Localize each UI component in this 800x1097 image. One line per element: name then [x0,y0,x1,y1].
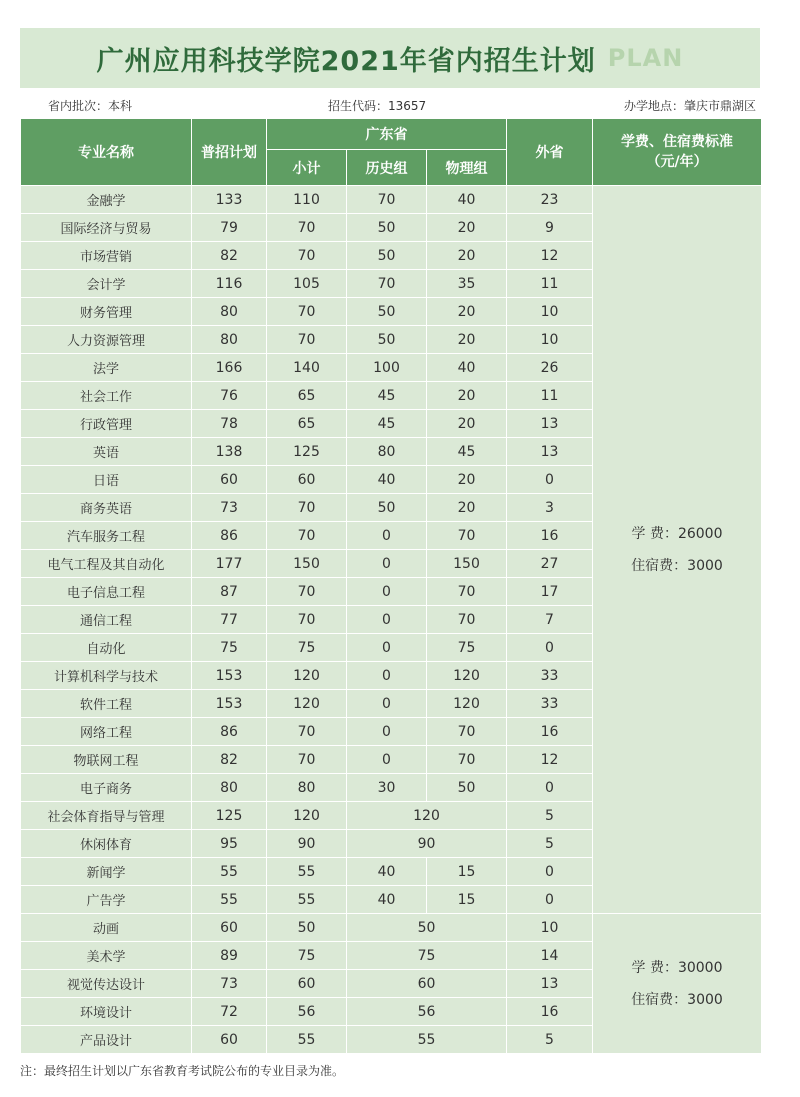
table-cell: 20 [427,242,507,270]
table-cell: 20 [427,410,507,438]
table-cell: 65 [267,382,347,410]
header-subtotal: 小计 [267,150,347,186]
table-cell: 9 [507,214,593,242]
table-cell: 80 [192,774,267,802]
table-cell: 120 [347,802,507,830]
header-guangdong: 广东省 [267,119,507,150]
table-cell: 80 [192,326,267,354]
table-cell: 70 [267,606,347,634]
title-banner [20,28,760,88]
table-cell: 20 [427,326,507,354]
major-name: 社会工作 [21,382,192,410]
table-cell: 70 [427,578,507,606]
page-title: 广州应用科技学院2021年省内招生计划 [96,45,596,77]
table-cell: 140 [267,354,347,382]
table-cell: 0 [347,662,427,690]
table-cell: 75 [347,942,507,970]
table-cell: 70 [347,186,427,214]
table-cell: 10 [507,326,593,354]
table-cell: 0 [507,886,593,914]
table-cell: 116 [192,270,267,298]
table-cell: 80 [192,298,267,326]
table-cell: 16 [507,718,593,746]
major-name: 视觉传达设计 [21,970,192,998]
table-cell: 70 [267,718,347,746]
table-cell: 80 [347,438,427,466]
table-cell: 10 [507,914,593,942]
table-cell: 20 [427,382,507,410]
major-name: 软件工程 [21,690,192,718]
major-name: 法学 [21,354,192,382]
major-name: 通信工程 [21,606,192,634]
major-name: 电气工程及其自动化 [21,550,192,578]
major-name: 日语 [21,466,192,494]
batch-label: 省内批次：本科 [48,99,133,113]
header-history: 历史组 [347,150,427,186]
table-cell: 133 [192,186,267,214]
table-cell: 75 [192,634,267,662]
footnote: 注：最终招生计划以广东省教育考试院公布的专业目录为准。 [20,1064,345,1078]
table-cell: 40 [347,886,427,914]
major-name: 新闻学 [21,858,192,886]
table-cell: 5 [507,830,593,858]
table-cell: 75 [427,634,507,662]
table-cell: 12 [507,746,593,774]
major-name: 汽车服务工程 [21,522,192,550]
table-cell: 77 [192,606,267,634]
fee-cell [593,914,762,1054]
table-cell: 86 [192,522,267,550]
table-cell: 177 [192,550,267,578]
table-cell: 79 [192,214,267,242]
plan-tag: PLAN [607,44,684,72]
table-cell: 27 [507,550,593,578]
table-cell: 70 [267,326,347,354]
table-cell: 3 [507,494,593,522]
table-cell: 0 [347,634,427,662]
table-cell: 50 [347,242,427,270]
table-cell: 11 [507,382,593,410]
table-cell: 20 [427,298,507,326]
major-name: 社会体育指导与管理 [21,802,192,830]
table-cell: 0 [347,690,427,718]
major-name: 产品设计 [21,1026,192,1054]
table-cell: 56 [267,998,347,1026]
table-cell: 55 [192,886,267,914]
table-cell: 70 [267,578,347,606]
table-cell: 70 [267,298,347,326]
table-cell: 120 [267,690,347,718]
table-body [21,186,762,1054]
table-cell: 90 [267,830,347,858]
header-physics: 物理组 [427,150,507,186]
table-cell: 0 [347,550,427,578]
table-cell: 110 [267,186,347,214]
table-cell: 125 [192,802,267,830]
table-cell: 60 [192,914,267,942]
major-name: 金融学 [21,186,192,214]
table-cell: 50 [347,214,427,242]
header-major: 专业名称 [21,119,192,186]
table-cell: 0 [347,718,427,746]
table-cell: 13 [507,970,593,998]
table-cell: 150 [427,550,507,578]
table-cell: 17 [507,578,593,606]
table-cell: 20 [427,214,507,242]
major-name: 环境设计 [21,998,192,1026]
fee-cell [593,186,762,914]
major-name: 自动化 [21,634,192,662]
table-cell: 73 [192,494,267,522]
table-cell: 14 [507,942,593,970]
table-cell: 40 [427,186,507,214]
table-cell: 82 [192,746,267,774]
table-cell: 0 [347,578,427,606]
major-name: 市场营销 [21,242,192,270]
code-label: 招生代码：13657 [328,99,427,113]
table-cell: 40 [347,858,427,886]
table-cell: 50 [347,326,427,354]
table-cell: 120 [427,690,507,718]
header-general: 普招计划 [192,119,267,186]
table-cell: 76 [192,382,267,410]
table-cell: 153 [192,690,267,718]
table-cell: 70 [427,522,507,550]
table-cell: 33 [507,690,593,718]
table-cell: 16 [507,522,593,550]
table-cell: 70 [267,242,347,270]
table-cell: 0 [347,522,427,550]
table-cell: 40 [347,466,427,494]
table-cell: 120 [267,802,347,830]
table-cell: 125 [267,438,347,466]
table-row [21,186,762,214]
table-cell: 70 [267,746,347,774]
table-cell: 65 [267,410,347,438]
table-cell: 60 [347,970,507,998]
table-cell: 13 [507,438,593,466]
table-cell: 60 [192,1026,267,1054]
table-cell: 0 [347,746,427,774]
table-cell: 153 [192,662,267,690]
table-row [21,914,762,942]
table-cell: 10 [507,298,593,326]
table-cell: 150 [267,550,347,578]
table-cell: 55 [267,1026,347,1054]
table-cell: 120 [267,662,347,690]
table-cell: 40 [427,354,507,382]
table-cell: 72 [192,998,267,1026]
table-cell: 16 [507,998,593,1026]
header-fee: 学费、住宿费标准（元/年） [593,119,762,186]
major-name: 商务英语 [21,494,192,522]
table-cell: 50 [267,914,347,942]
major-name: 电子商务 [21,774,192,802]
table-cell: 105 [267,270,347,298]
table-cell: 78 [192,410,267,438]
table-cell: 5 [507,1026,593,1054]
table-cell: 20 [427,494,507,522]
table-cell: 50 [347,494,427,522]
table-cell: 45 [427,438,507,466]
lodging-fee: 住宿费：3000 [631,557,723,574]
enrollment-table [20,118,762,1054]
table-cell: 50 [427,774,507,802]
header-other: 外省 [507,119,593,186]
major-name: 电子信息工程 [21,578,192,606]
table-cell: 73 [192,970,267,998]
table-cell: 50 [347,914,507,942]
table-cell: 90 [347,830,507,858]
table-cell: 120 [427,662,507,690]
table-cell: 70 [347,270,427,298]
table-cell: 166 [192,354,267,382]
table-cell: 50 [347,298,427,326]
major-name: 休闲体育 [21,830,192,858]
lodging-fee: 住宿费：3000 [631,991,723,1008]
major-name: 行政管理 [21,410,192,438]
table-cell: 23 [507,186,593,214]
table-cell: 0 [507,634,593,662]
table-cell: 12 [507,242,593,270]
location-label: 办学地点：肇庆市鼎湖区 [623,99,756,113]
table-cell: 55 [192,858,267,886]
table-cell: 5 [507,802,593,830]
table-cell: 75 [267,634,347,662]
major-name: 人力资源管理 [21,326,192,354]
table-cell: 35 [427,270,507,298]
table-cell: 15 [427,858,507,886]
table-cell: 20 [427,466,507,494]
table-cell: 0 [347,606,427,634]
table-cell: 13 [507,410,593,438]
table-cell: 80 [267,774,347,802]
table-cell: 11 [507,270,593,298]
table-cell: 70 [427,718,507,746]
table-cell: 100 [347,354,427,382]
table-cell: 55 [267,886,347,914]
major-name: 广告学 [21,886,192,914]
table-cell: 7 [507,606,593,634]
table-cell: 56 [347,998,507,1026]
table-cell: 55 [267,858,347,886]
table-cell: 70 [427,746,507,774]
table-cell: 60 [192,466,267,494]
major-name: 会计学 [21,270,192,298]
table-cell: 75 [267,942,347,970]
table-cell: 60 [267,466,347,494]
info-bar [20,95,760,115]
major-name: 计算机科学与技术 [21,662,192,690]
table-cell: 0 [507,774,593,802]
table-cell: 70 [267,214,347,242]
major-name: 国际经济与贸易 [21,214,192,242]
table-cell: 33 [507,662,593,690]
table-cell: 89 [192,942,267,970]
table-cell: 87 [192,578,267,606]
major-name: 财务管理 [21,298,192,326]
table-cell: 70 [427,606,507,634]
table-cell: 0 [507,858,593,886]
table-cell: 26 [507,354,593,382]
table-cell: 45 [347,410,427,438]
table-cell: 82 [192,242,267,270]
table-cell: 55 [347,1026,507,1054]
tuition-fee: 学 费：26000 [631,525,723,542]
major-name: 动画 [21,914,192,942]
table-cell: 70 [267,494,347,522]
major-name: 网络工程 [21,718,192,746]
major-name: 美术学 [21,942,192,970]
major-name: 物联网工程 [21,746,192,774]
table-cell: 60 [267,970,347,998]
table-cell: 86 [192,718,267,746]
tuition-fee: 学 费：30000 [631,959,723,976]
table-cell: 95 [192,830,267,858]
table-cell: 70 [267,522,347,550]
table-cell: 15 [427,886,507,914]
table-cell: 30 [347,774,427,802]
major-name: 英语 [21,438,192,466]
table-cell: 138 [192,438,267,466]
table-cell: 0 [507,466,593,494]
table-cell: 45 [347,382,427,410]
